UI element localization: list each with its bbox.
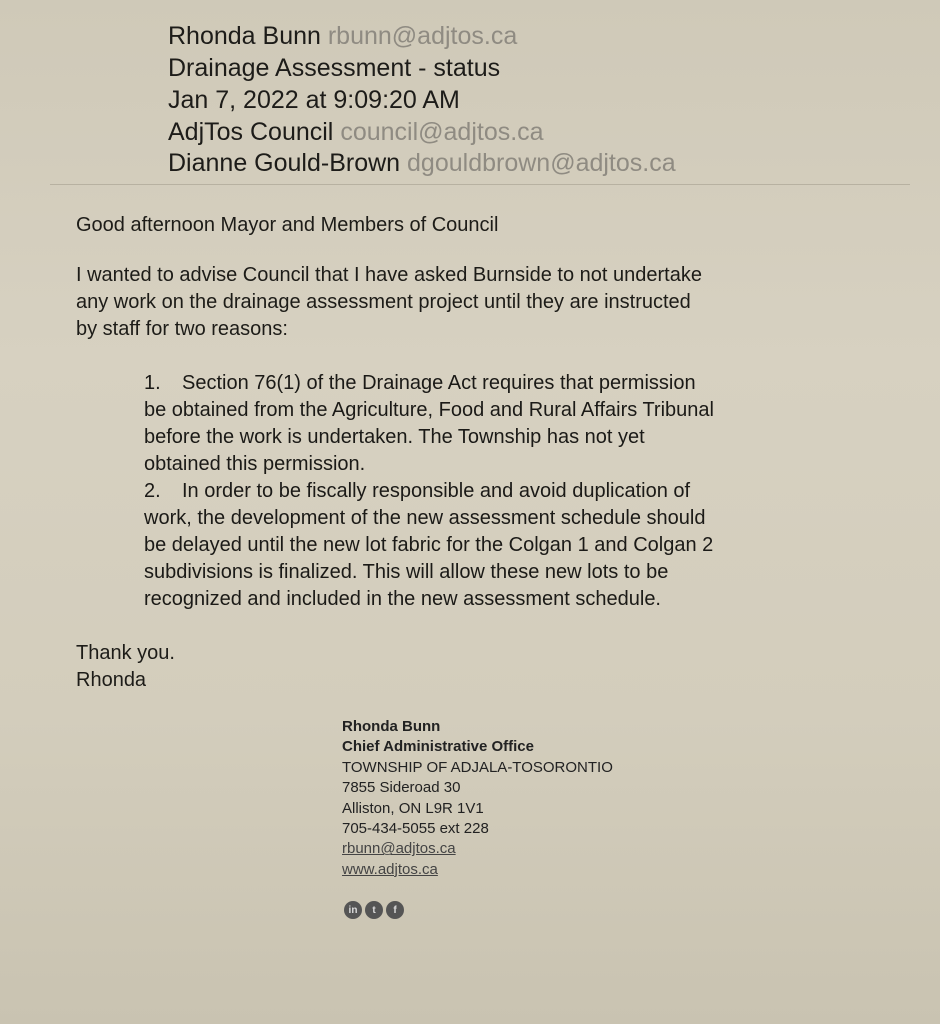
list-number: 1. [144,372,161,394]
list-line: be obtained from the Agriculture, Food and Rural Affairs Tribunal [144,399,714,421]
closing-name: Rhonda [76,669,147,691]
linkedin-icon[interactable]: in [344,901,362,919]
list-item-1 [144,370,784,478]
greeting: Good afternoon Mayor and Members of Council [76,214,499,236]
intro-line: any work on the drainage assessment project until they are instructed [76,291,691,313]
signature-address2: Alliston, ON L9R 1V1 [342,799,484,817]
list-number: 2. [144,480,161,502]
social-icons [344,901,404,919]
cc-email[interactable]: dgouldbrown@adjtos.ca [407,149,676,177]
closing [76,640,175,694]
signature-website-link[interactable]: www.adjtos.ca [342,860,438,878]
signature-org: TOWNSHIP OF ADJALA-TOSORONTIO [342,758,613,776]
signature-phone: 705-434-5055 ext 228 [342,820,489,838]
signature-email-link[interactable]: rbunn@adjtos.ca [342,840,456,858]
to-email[interactable]: council@adjtos.ca [340,118,544,146]
intro-paragraph [76,262,702,343]
intro-line: I wanted to advise Council that I have asked Burnside to not undertake [76,264,702,286]
list-item-2 [144,478,784,613]
intro-line: by staff for two reasons: [76,318,288,340]
signature-title: Chief Administrative Office [342,738,534,756]
from-name: Rhonda Bunn [168,22,321,50]
list-line: subdivisions is finalized. This will allow these new lots to be [144,561,669,583]
cc-name: Dianne Gould-Brown [168,149,401,177]
list-line: recognized and included in the new assessment schedule. [144,588,661,610]
signature-address1: 7855 Sideroad 30 [342,779,461,797]
facebook-icon[interactable]: f [386,901,404,919]
twitter-icon[interactable]: t [365,901,383,919]
list-line: be delayed until the new lot fabric for the Colgan 1 and Colgan 2 [144,534,714,556]
list-line: In order to be fiscally responsible and avoid duplication of [182,480,691,502]
to-name: AdjTos Council [168,118,334,146]
header-divider [50,184,910,185]
date-value: Jan 7, 2022 at 9:09:20 AM [168,86,460,114]
list-line: Section 76(1) of the Drainage Act requires that permission [182,372,696,394]
closing-thanks: Thank you. [76,642,175,664]
signature-name: Rhonda Bunn [342,718,441,735]
from-email[interactable]: rbunn@adjtos.ca [327,22,518,50]
list-line: work, the development of the new assessment schedule should [144,507,706,529]
list-line: before the work is undertaken. The Township has not yet [144,426,645,448]
list-line: obtained this permission. [144,453,366,475]
subject-value: Drainage Assessment - status [168,54,501,82]
signature-block [342,717,613,880]
